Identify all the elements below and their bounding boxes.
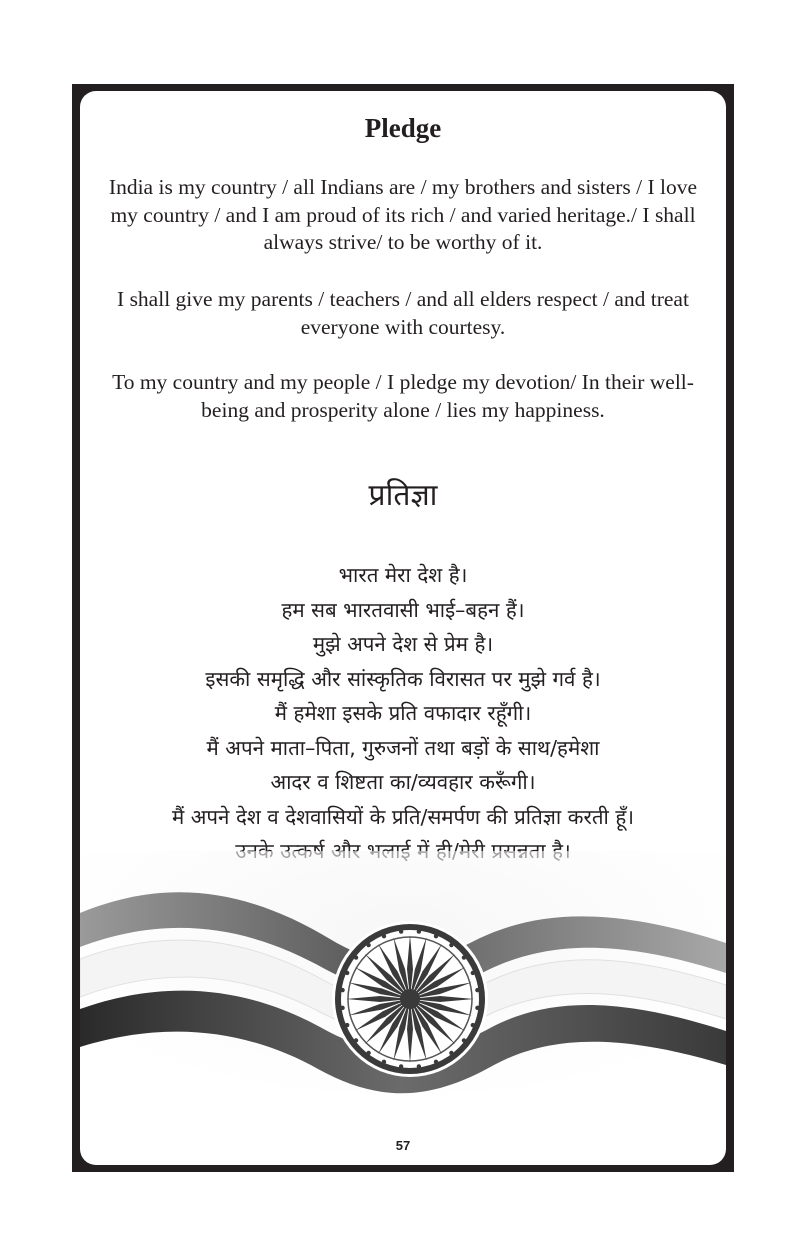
english-paragraph-3: To my country and my people / I pledge my devotion/ In their well-being and prosperity alone / lies my happiness.: [112, 370, 694, 422]
chakra-rim-dot: [471, 971, 475, 975]
pledge-card: [80, 91, 726, 1165]
hindi-line-2: हम सब भारतवासी भाई–बहन हैं।: [281, 597, 525, 622]
hindi-pledge-title: प्रतिज्ञा: [368, 478, 438, 513]
english-paragraph-2: I shall give my parents / teachers / and all elders respect / and treat everyone with courtesy.: [117, 287, 689, 339]
chakra-rim-dot: [417, 1064, 421, 1068]
chakra-rim-dot: [354, 955, 358, 959]
chakra-rim-dot: [475, 988, 479, 992]
page-number: 57: [395, 1138, 411, 1153]
chakra-rim-dot: [366, 1051, 370, 1055]
chakra-rim-dot: [434, 1060, 438, 1064]
chakra-rim-dot: [340, 1006, 344, 1010]
hindi-line-7: आदर व शिष्टता का/व्यवहार करूँगी।: [270, 770, 536, 794]
chakra-rim-dot: [345, 1023, 349, 1027]
chakra-rim-dot: [462, 1038, 466, 1042]
chakra-rim-dot: [462, 955, 466, 959]
hindi-line-1: भारत मेरा देश है।: [338, 563, 468, 587]
chakra-rim-dot: [382, 1060, 386, 1064]
chakra-rim-dot: [345, 971, 349, 975]
tricolor-wave-decoration: [80, 851, 726, 1131]
chakra-rim-dot: [354, 1038, 358, 1042]
hindi-line-8: मैं अपने देश व देशवासियों के प्रति/समर्पण की प्रतिज्ञा करती हूँ।: [171, 804, 635, 829]
hindi-line-3: मुझे अपने देश से प्रेम है।: [312, 632, 494, 656]
hindi-line-6: मैं अपने माता–पिता, गुरुजनों तथा बड़ों के साथ/हमेशा: [206, 735, 600, 760]
ashoka-chakra-icon: [332, 921, 488, 1077]
chakra-rim-dot: [399, 1064, 403, 1068]
english-paragraph-1: India is my country / all Indians are / my brothers and sisters / I love my country / and I am proud of its rich / and varied heritage./ I shall always strive/ to be worthy of it.: [108, 175, 698, 254]
hindi-pledge-text: [80, 558, 726, 869]
chakra-rim-dot: [417, 929, 421, 933]
chakra-rim-dot: [475, 1006, 479, 1010]
chakra-rim-dot: [399, 929, 403, 933]
chakra-rim-dot: [340, 988, 344, 992]
chakra-rim-dot: [449, 1051, 453, 1055]
chakra-rim-dot: [382, 934, 386, 938]
hindi-line-5: मैं हमेशा इसके प्रति वफादार रहूँगी।: [274, 701, 532, 725]
chakra-rim-dot: [449, 943, 453, 947]
english-pledge-title: Pledge: [364, 113, 442, 143]
hindi-line-4: इसकी समृद्धि और सांस्कृतिक विरासत पर मुझे गर्व है।: [205, 666, 601, 691]
page-frame: [72, 84, 734, 1172]
chakra-rim-dot: [471, 1023, 475, 1027]
chakra-rim-dot: [366, 943, 370, 947]
chakra-rim-dot: [434, 934, 438, 938]
